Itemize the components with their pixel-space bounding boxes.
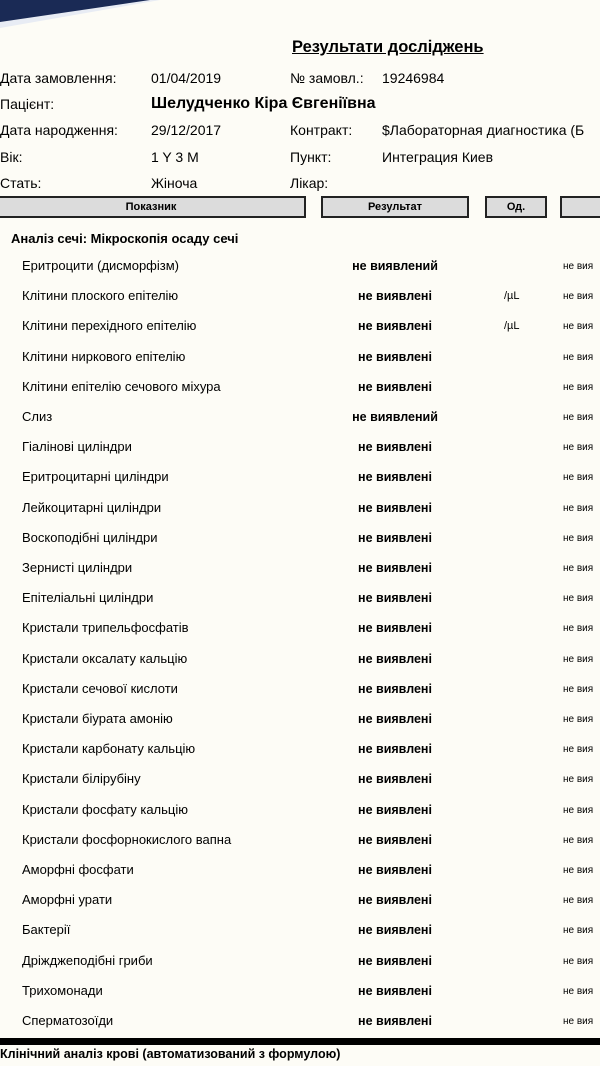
row-result: не виявлені [358, 621, 432, 636]
row-reference: не вия [563, 683, 594, 695]
age-label: Вік: [0, 149, 23, 165]
order-date-value: 01/04/2019 [151, 70, 222, 86]
row-indicator-name: Клітини плоского епітелію [22, 288, 179, 304]
table-row [0, 651, 600, 671]
row-reference: не вия [563, 985, 594, 997]
row-result: не виявлені [358, 530, 432, 545]
row-result: не виявлені [358, 440, 432, 455]
row-indicator-name: Кристали біурата амонію [22, 711, 173, 726]
row-indicator-name: Кристали білірубіну [22, 771, 141, 787]
row-indicator-name: Клітини перехідного епітелію [22, 318, 197, 334]
table-row [0, 500, 600, 520]
row-indicator-name: Кристали фосфату кальцію [22, 801, 188, 817]
row-reference: не вия [563, 744, 594, 756]
row-indicator-name: Гіалінові циліндри [22, 439, 132, 455]
sex-value: Жіноча [151, 175, 198, 191]
table-row [0, 741, 600, 761]
row-result: не виявлені [358, 379, 432, 394]
row-result: не виявлені [358, 319, 432, 334]
row-result: не виявлені [358, 893, 432, 908]
table-row [0, 258, 600, 278]
row-reference: не вия [563, 563, 594, 574]
row-indicator-name: Трихомонади [22, 982, 103, 998]
row-result: не виявлені [358, 1014, 432, 1028]
patient-row [0, 96, 600, 116]
row-reference: не вия [563, 351, 594, 363]
row-result: не виявлені [358, 742, 432, 757]
row-indicator-name: Аморфні фосфати [22, 862, 134, 877]
table-row [0, 439, 600, 459]
row-result: не виявлені [358, 712, 432, 726]
row-result: не виявлені [358, 923, 432, 938]
header-corner-decoration [0, 0, 600, 40]
contract-value: $Лабораторная диагностика (Б [382, 122, 585, 138]
birth-date-label: Дата народження: [0, 122, 118, 138]
column-header-reference [560, 196, 600, 218]
table-row [0, 771, 600, 791]
order-info-row [0, 70, 600, 90]
row-result: не виявлені [358, 289, 432, 304]
row-indicator-name: Епітеліальні циліндри [22, 590, 154, 606]
row-reference: не вия [563, 955, 594, 967]
table-row [0, 802, 600, 822]
table-row [0, 288, 600, 308]
page-title: Результати досліджень [292, 38, 484, 56]
row-reference: не вия [563, 472, 594, 484]
row-reference: не вия [563, 412, 594, 423]
row-result: не виявлені [358, 470, 432, 485]
order-date-label: Дата замовлення: [0, 70, 117, 86]
row-result: не виявлені [358, 953, 432, 968]
row-result: не виявлені [358, 863, 432, 877]
table-row [0, 318, 600, 338]
table-row [0, 892, 600, 912]
row-reference: не вия [563, 804, 594, 816]
table-row [0, 409, 600, 429]
row-result: не виявлені [358, 651, 432, 666]
sex-doctor-row [0, 175, 600, 195]
row-indicator-name: Воскоподібні циліндри [22, 529, 158, 545]
table-row [0, 832, 600, 852]
row-indicator-name: Клітини ниркового епітелію [22, 348, 186, 364]
row-reference: не вия [563, 895, 594, 907]
age-point-row [0, 149, 600, 169]
row-reference: не вия [563, 321, 594, 333]
row-reference: не вия [563, 442, 594, 454]
order-number-value: 19246984 [382, 70, 445, 86]
row-result: не виявлені [358, 802, 432, 817]
row-reference: не вия [563, 1016, 594, 1027]
row-reference: не вия [563, 865, 594, 876]
table-row [0, 560, 600, 580]
row-reference: не вия [563, 291, 594, 303]
column-header-indicator: Показник [0, 196, 306, 218]
sex-label: Стать: [0, 175, 42, 191]
contract-label: Контракт: [290, 122, 353, 138]
table-row [0, 862, 600, 882]
section-title: Аналіз сечі: Мікроскопія осаду сечі [11, 231, 239, 246]
row-result: не виявлений [352, 259, 438, 273]
row-indicator-name: Кристали карбонату кальцію [22, 741, 196, 757]
point-label: Пункт: [290, 149, 332, 165]
row-result: не виявлені [358, 681, 432, 696]
row-reference: не вия [563, 623, 594, 635]
table-row [0, 620, 600, 640]
doctor-label: Лікар: [290, 175, 329, 191]
row-unit: /µL [504, 320, 520, 333]
row-result: не виявлені [358, 832, 432, 847]
row-indicator-name: Зернисті циліндри [22, 560, 133, 575]
table-row [0, 349, 600, 369]
row-indicator-name: Бактерії [22, 922, 71, 938]
table-row [0, 1013, 600, 1033]
row-result: не виявлені [358, 500, 432, 515]
row-indicator-name: Кристали оксалату кальцію [22, 650, 188, 666]
row-reference: не вия [563, 714, 594, 725]
table-row [0, 983, 600, 1003]
table-row [0, 922, 600, 942]
row-indicator-name: Еритроцитарні циліндри [22, 469, 169, 485]
row-indicator-name: Аморфні урати [22, 892, 113, 908]
row-reference: не вия [563, 925, 594, 937]
row-indicator-name: Еритроцити (дисморфізм) [22, 258, 179, 273]
row-indicator-name: Слиз [22, 409, 53, 424]
row-reference: не вия [563, 261, 594, 272]
table-row [0, 379, 600, 399]
patient-label: Пацієнт: [0, 96, 55, 112]
row-reference: не вия [563, 381, 594, 393]
birth-contract-row [0, 122, 600, 142]
table-row [0, 681, 600, 701]
age-value: 1 Y 3 M [151, 149, 199, 165]
row-indicator-name: Сперматозоїди [22, 1013, 114, 1028]
row-result: не виявлений [352, 410, 438, 424]
point-value: Интеграция Киев [382, 149, 494, 165]
order-number-label: № замовл.: [290, 70, 364, 86]
row-indicator-name: Клітини епітелію сечового міхура [22, 378, 221, 394]
row-indicator-name: Кристали фосфорнокислого вапна [22, 831, 232, 847]
table-row [0, 469, 600, 489]
row-reference: не вия [563, 502, 594, 514]
row-reference: не вия [563, 532, 594, 544]
row-reference: не вия [563, 834, 594, 846]
section-divider [0, 1038, 600, 1045]
column-header-unit: Од. [485, 196, 547, 218]
patient-name: Шелудченко Кіра Євгеніївна [151, 95, 376, 112]
row-indicator-name: Кристали трипельфосфатів [22, 620, 189, 636]
row-result: не виявлені [358, 772, 432, 787]
row-reference: не вия [563, 593, 594, 605]
next-section-title: Клінічний аналіз крові (автоматизований з формулою) [0, 1047, 341, 1061]
table-row [0, 590, 600, 610]
column-header-result: Результат [321, 196, 469, 218]
row-reference: не вия [563, 653, 594, 665]
row-result: не виявлені [358, 591, 432, 606]
row-reference: не вия [563, 774, 594, 786]
row-result: не виявлені [358, 561, 432, 575]
row-unit: /µL [504, 290, 520, 303]
table-row [0, 953, 600, 973]
birth-date-value: 29/12/2017 [151, 122, 222, 138]
row-result: не виявлені [358, 349, 432, 364]
row-indicator-name: Дріжджеподібні гриби [22, 952, 153, 968]
row-indicator-name: Кристали сечової кислоти [22, 680, 178, 696]
row-indicator-name: Лейкоцитарні циліндри [22, 499, 162, 515]
table-row [0, 711, 600, 731]
row-result: не виявлені [358, 983, 432, 998]
table-row [0, 530, 600, 550]
